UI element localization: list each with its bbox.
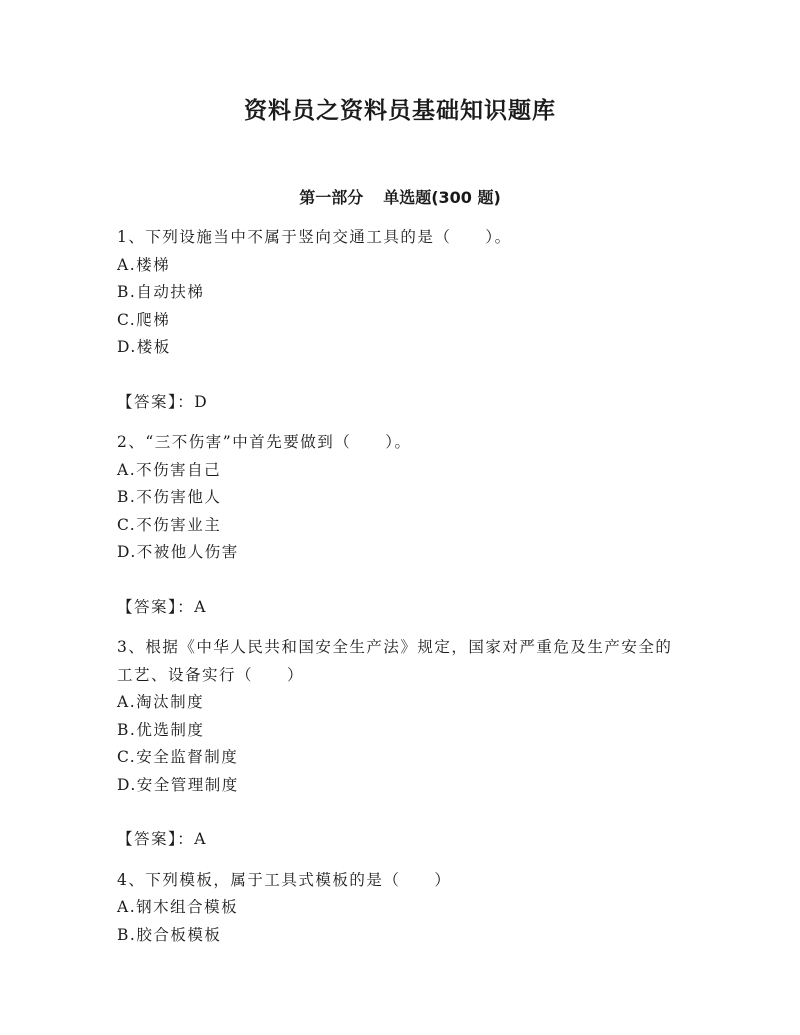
answer-line: 【答案】：D bbox=[117, 392, 209, 411]
option-a: A.楼梯 bbox=[117, 255, 171, 274]
section-title bbox=[0, 185, 800, 208]
option-c: C.不伤害业主 bbox=[117, 515, 222, 534]
option-b: B.优选制度 bbox=[117, 720, 205, 739]
answer-line: 【答案】：A bbox=[117, 597, 207, 616]
question-stem: 3、根据《中华人民共和国安全生产法》规定，国家对严重危及生产安全的工艺、设备实行（ ） bbox=[117, 638, 673, 684]
question-stem: 4、下列模板，属于工具式模板的是（ ） bbox=[117, 870, 452, 889]
question-stem: 2、“三不伤害”中首先要做到（ ）。 bbox=[117, 433, 412, 451]
option-b: B.胶合板模板 bbox=[117, 925, 222, 944]
option-a: A.钢木组合模板 bbox=[117, 898, 239, 916]
question-4 bbox=[117, 867, 687, 950]
option-d: D.楼板 bbox=[117, 338, 171, 356]
option-c: C.爬梯 bbox=[117, 310, 171, 329]
option-a: A.淘汰制度 bbox=[117, 693, 205, 711]
option-c: C.安全监督制度 bbox=[117, 748, 239, 766]
section-name: 单选题(300 题) bbox=[383, 188, 501, 207]
option-d: D.安全管理制度 bbox=[117, 775, 239, 794]
question-3 bbox=[117, 634, 687, 854]
option-b: B.自动扶梯 bbox=[117, 283, 205, 301]
question-2 bbox=[117, 429, 687, 621]
answer-line: 【答案】：A bbox=[117, 830, 207, 848]
question-1 bbox=[117, 224, 687, 416]
question-stem: 1、下列设施当中不属于竖向交通工具的是（ ）。 bbox=[117, 228, 512, 246]
document-title: 资料员之资料员基础知识题库 bbox=[244, 98, 556, 124]
option-a: A.不伤害自己 bbox=[117, 460, 222, 479]
option-d: D.不被他人伤害 bbox=[117, 543, 239, 561]
question-list bbox=[117, 224, 687, 949]
option-b: B.不伤害他人 bbox=[117, 488, 222, 506]
section-part: 第一部分 bbox=[299, 188, 364, 207]
